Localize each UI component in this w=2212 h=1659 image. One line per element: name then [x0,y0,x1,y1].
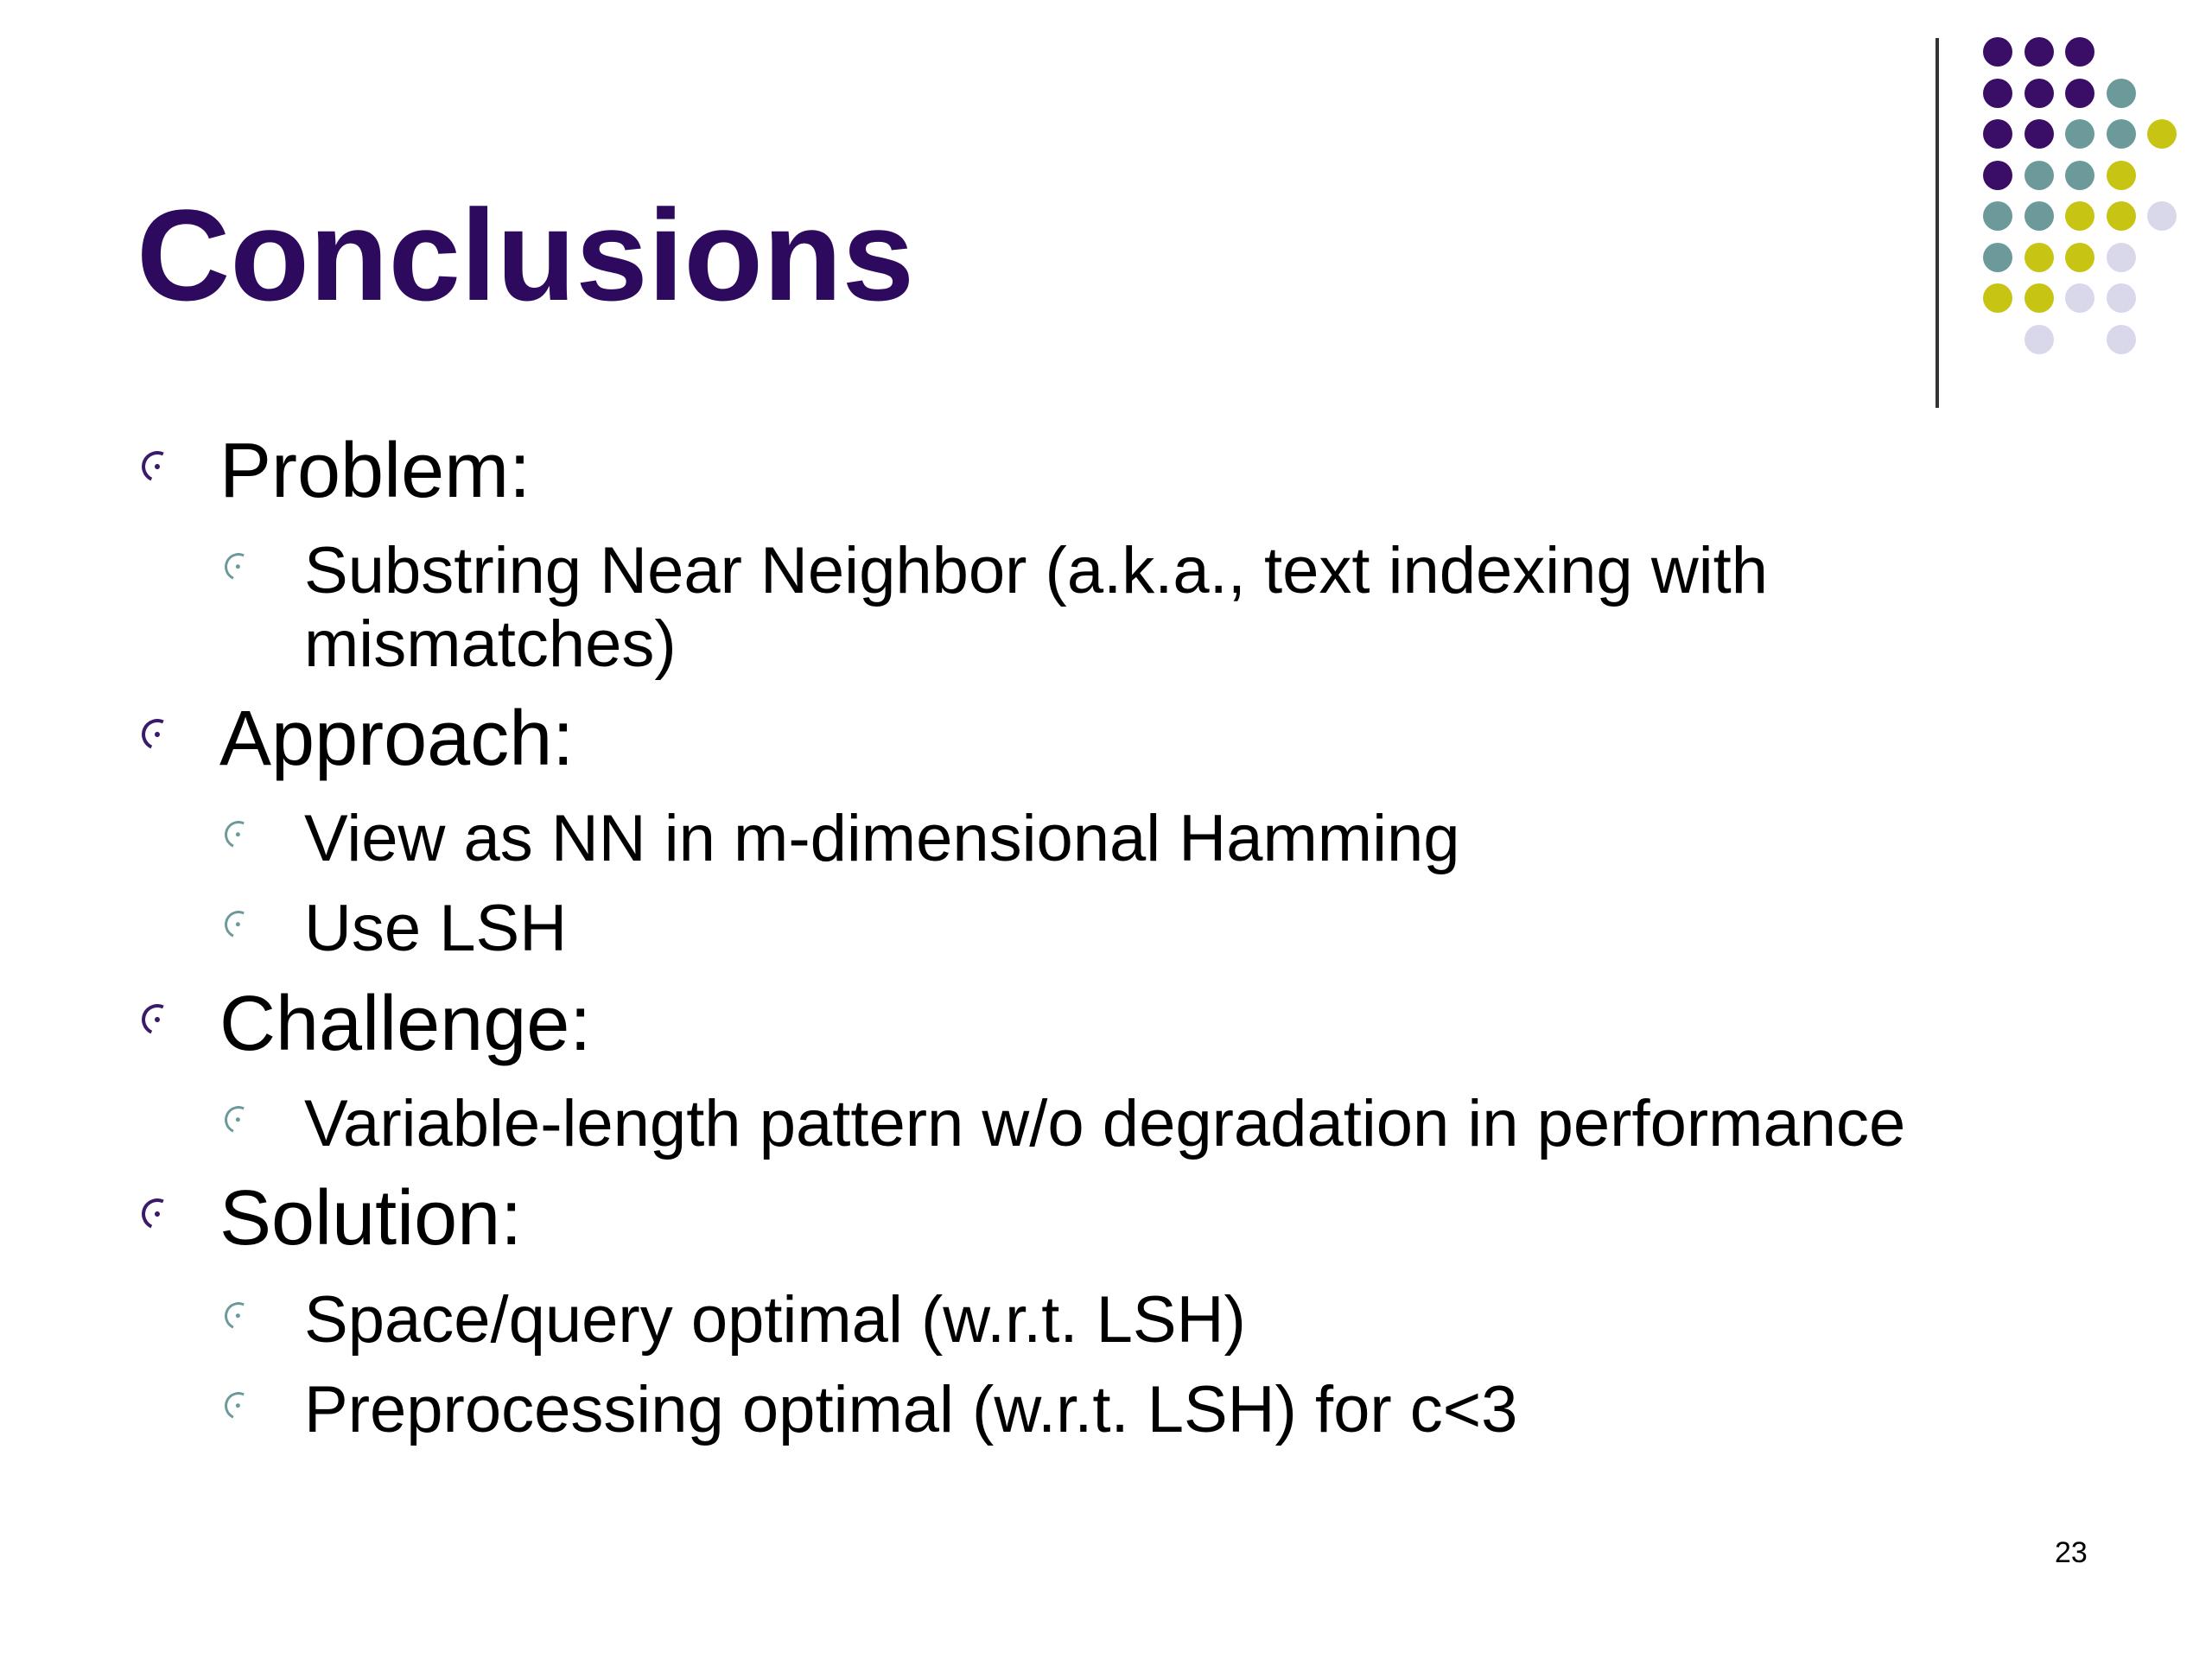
sub-item-text: Preprocessing optimal (w.r.t. LSH) for c<3 [304,1373,1518,1446]
sub-item-text: Substring Near Neighbor (a.k.a., text indexing with [304,534,1768,607]
sub-item-text: Variable-length pattern w/o degradation in performance [304,1087,1906,1160]
sub-item-text: mismatches) [304,607,677,681]
sub-item-text: Space/query optimal (w.r.t. LSH) [304,1283,1246,1357]
sub-item-text: View as NN in m-dimensional Hamming [304,802,1460,875]
sub-bullet-icon [220,1298,256,1333]
bullet-icon [137,1194,177,1234]
sub-bullet-icon [220,549,256,584]
section-heading: Solution: [219,1175,523,1262]
bullet-icon [137,715,177,754]
sub-bullet-icon [220,1102,256,1137]
bullet-icon [137,447,177,486]
sub-bullet-icon [220,817,256,852]
section-heading: Approach: [219,696,575,782]
bullet-icon [137,1000,177,1039]
sub-bullet-icon [220,1388,256,1423]
section-heading: Challenge: [219,981,592,1067]
sub-item-text: Use LSH [304,892,568,965]
sub-bullet-icon [220,906,256,942]
slide-title: Conclusions [137,182,915,327]
page-number: 23 [2055,1536,2088,1569]
section-heading: Problem: [219,428,531,514]
